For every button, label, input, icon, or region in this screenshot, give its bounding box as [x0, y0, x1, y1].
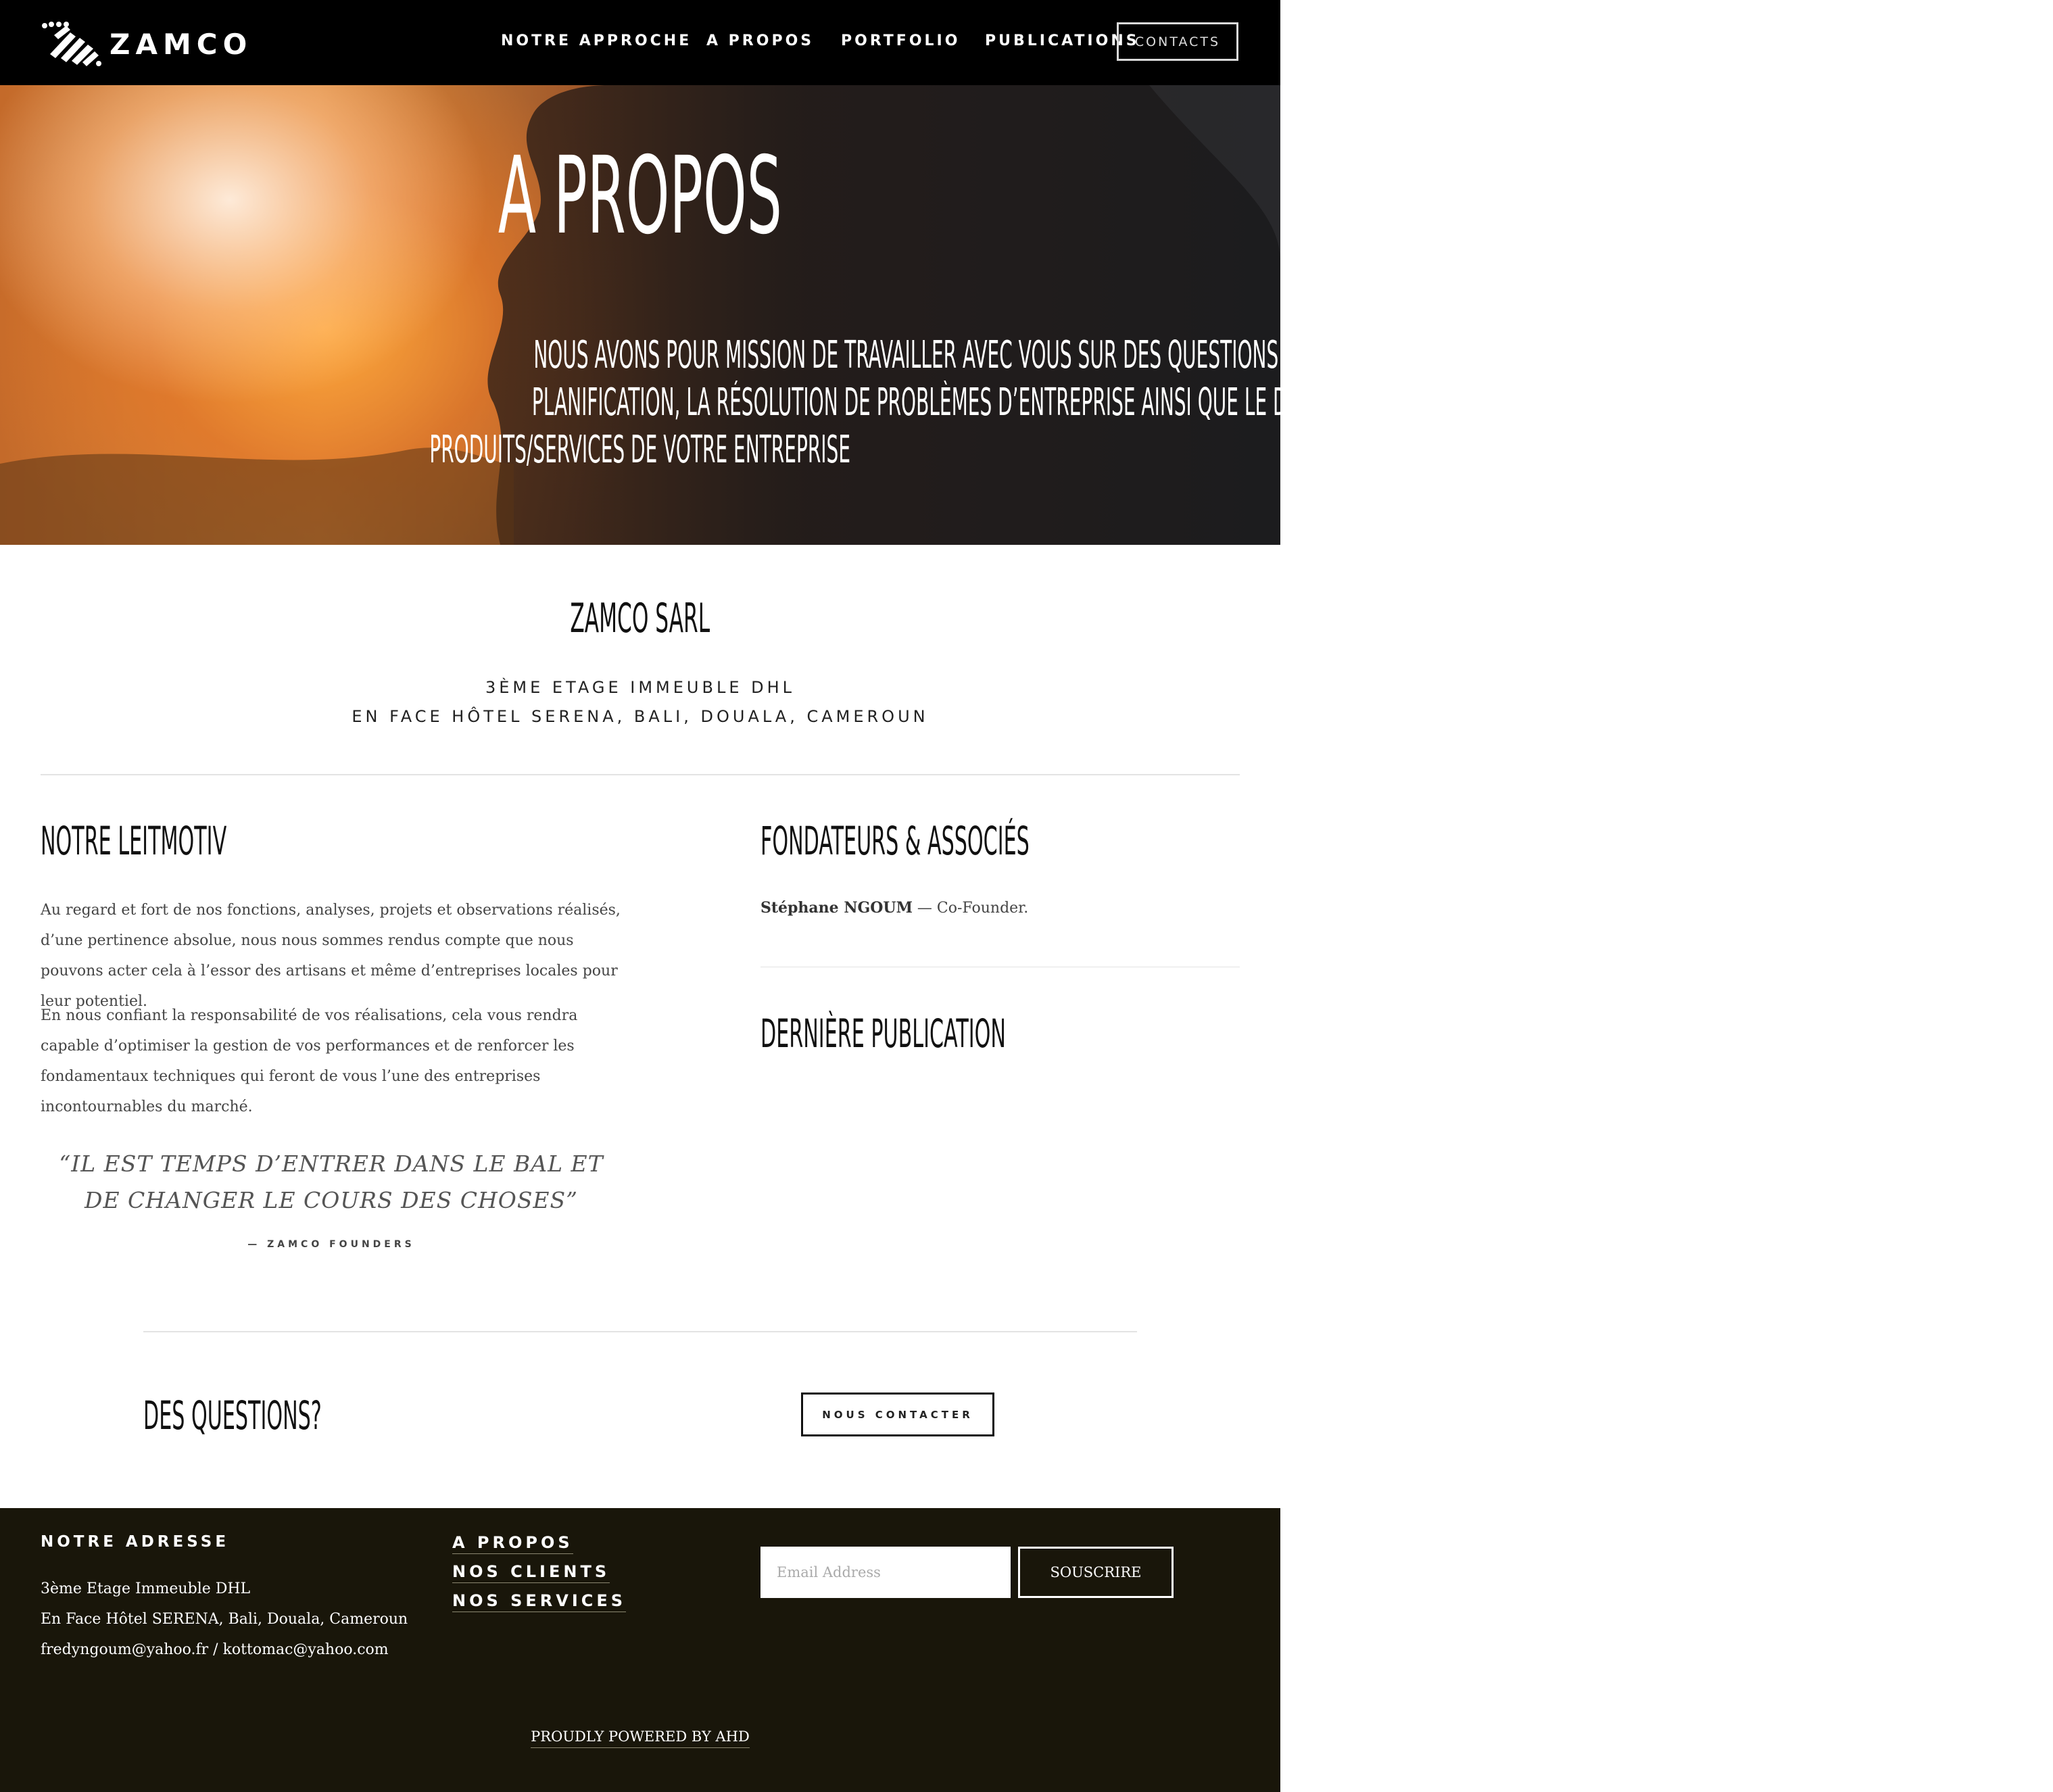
hero-line: PRODUITS/SERVICES DE VOTRE ENTREPRISE [429, 428, 851, 472]
company-address-line: 3ÈME ETAGE IMMEUBLE DHL [485, 678, 796, 697]
footer-address-line: 3ème Etage Immeuble DHL [41, 1580, 251, 1597]
logo-text: ZAMCO [110, 27, 253, 61]
latest-publication-title: DERNIÈRE PUBLICATION [760, 1011, 1006, 1057]
email-input[interactable]: Email Address [760, 1547, 1011, 1598]
footer-email-line: fredyngoum@yahoo.fr / kottomac@yahoo.com [41, 1641, 389, 1658]
footer-link-nos-clients[interactable]: NOS CLIENTS [452, 1562, 610, 1583]
founder-entry [760, 899, 1028, 917]
footer-address-title: NOTRE ADRESSE [41, 1533, 230, 1551]
nav-notre-approche[interactable]: NOTRE APPROCHE [501, 32, 692, 49]
quote-author: — ZAMCO FOUNDERS [247, 1239, 415, 1250]
leitmotiv-title: NOTRE LEITMOTIV [41, 818, 227, 864]
nav-publications[interactable]: PUBLICATIONS [985, 32, 1140, 49]
hero-line: PLANIFICATION, LA RÉSOLUTION DE PROBLÈMES D’ENTREPRISE AINSI QUE LE DÉPLOIMENT EFFICIENT DES [531, 381, 1542, 425]
footer-address-line: En Face Hôtel SERENA, Bali, Douala, Cameroun [41, 1611, 408, 1628]
page-title: A PROPOS [498, 134, 782, 258]
divider [143, 1331, 1137, 1332]
founders-quote: “IL EST TEMPS D’ENTRER DANS LE BAL ET DE CHANGER LE COURS DES CHOSES” [59, 1151, 604, 1213]
contact-us-button[interactable]: NOUS CONTACTER [801, 1393, 994, 1436]
questions-title: DES QUESTIONS? [143, 1393, 322, 1438]
contacts-button[interactable]: CONTACTS [1117, 22, 1238, 61]
footer-link-nos-services[interactable]: NOS SERVICES [452, 1591, 626, 1612]
hero-line: NOUS AVONS POUR MISSION DE TRAVAILLER AVEC VOUS SUR DES QUESTIONS D’ORDRE STRATÉGIQUE, LA [533, 333, 1547, 377]
company-name: ZAMCO SARL [570, 595, 710, 642]
leitmotiv-paragraph: En nous confiant la responsabilité de vos réalisations, cela vous rendra capable d’optimiser la gestion de vos performances et de renforcer les fondamentaux techniques qui feront de vous l’une des entreprises incontournables du marché. [41, 1007, 578, 1115]
divider [41, 774, 1240, 775]
site-header [0, 0, 1280, 85]
hero-mission-text [27, 332, 1547, 474]
founder-name: Stéphane NGOUM [760, 899, 913, 917]
company-address-line: EN FACE HÔTEL SERENA, BALI, DOUALA, CAMEROUN [352, 707, 929, 726]
powered-by-link[interactable]: PROUDLY POWERED BY AHD [531, 1728, 750, 1748]
powered-by [0, 1728, 1280, 1745]
nav-a-propos[interactable]: A PROPOS [706, 32, 815, 49]
zamco-logo-icon [41, 20, 103, 68]
leitmotiv-paragraph: Au regard et fort de nos fonctions, analyses, projets et observations réalisés, d’une pertinence absolue, nous nous sommes rendus compte que nous pouvons acter cela à l’essor des artisans et même d’entreprises locales pour leur potentiel. [41, 902, 621, 1010]
site-footer [0, 1508, 1280, 1792]
nav-portfolio[interactable]: PORTFOLIO [841, 32, 961, 49]
footer-link-a-propos[interactable]: A PROPOS [452, 1533, 573, 1554]
logo[interactable] [41, 20, 252, 68]
founders-title: FONDATEURS & ASSOCIÉS [760, 818, 1030, 864]
founder-role: — Co-Founder. [912, 900, 1029, 917]
subscribe-button[interactable]: SOUSCRIRE [1018, 1547, 1174, 1598]
hero-banner [0, 85, 1547, 545]
